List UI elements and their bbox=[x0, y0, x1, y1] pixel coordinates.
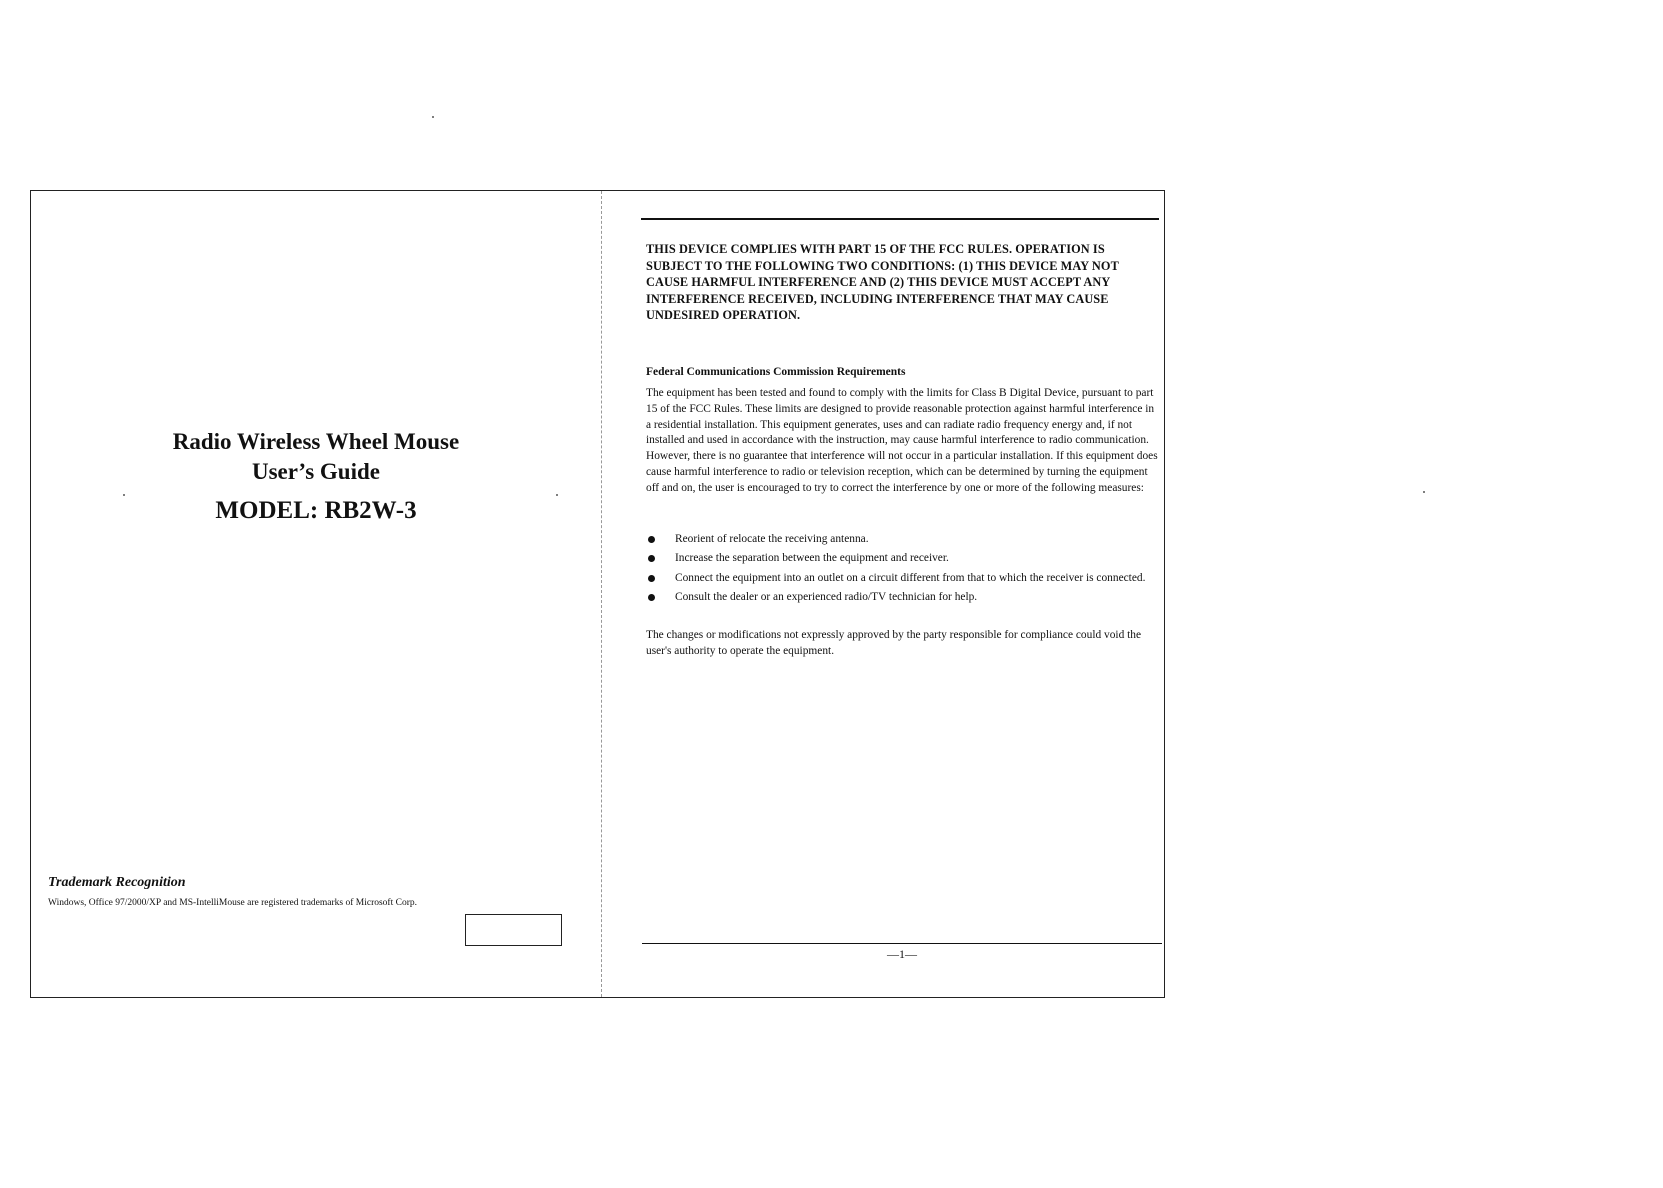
measure-text: Reorient of relocate the receiving antenna. bbox=[675, 533, 869, 545]
label-box bbox=[465, 914, 562, 946]
page-number: —1— bbox=[887, 947, 917, 961]
top-rule bbox=[641, 218, 1159, 220]
measures-list bbox=[646, 532, 1158, 609]
fcc-page bbox=[602, 191, 1164, 997]
bullet-icon bbox=[648, 555, 655, 562]
model-number: MODEL: RB2W-3 bbox=[215, 497, 417, 524]
list-item bbox=[646, 590, 1158, 606]
guide-title: User’s Guide bbox=[252, 459, 380, 484]
fcc-requirements-heading: Federal Communications Commission Requirements bbox=[646, 366, 906, 378]
bottom-rule bbox=[642, 943, 1162, 944]
fcc-compliance-notice: THIS DEVICE COMPLIES WITH PART 15 OF THE FCC RULES. OPERATION IS SUBJECT TO THE FOLLOWING TWO CONDITIONS: (1) THIS DEVICE MAY NOT CAUSE HARMFUL INTERFERENCE AND (2) THIS DEVICE MUST ACCEPT ANY INTERFERENCE RECEIVED, INCLUDING INTERFERENCE THAT MAY CAUSE UNDESIRED OPERATION. bbox=[646, 242, 1119, 323]
document-spread bbox=[30, 190, 1165, 998]
trademark-text: Windows, Office 97/2000/XP and MS-IntelliMouse are registered trademarks of Microsoft Corp. bbox=[48, 898, 417, 908]
scan-speck bbox=[1423, 491, 1425, 493]
measure-text: Connect the equipment into an outlet on a circuit different from that to which the receiver is connected. bbox=[675, 571, 1146, 584]
measure-text: Increase the separation between the equipment and receiver. bbox=[675, 552, 949, 565]
list-item bbox=[646, 571, 1158, 587]
measure-text: Consult the dealer or an experienced radio/TV technician for help. bbox=[675, 590, 978, 603]
product-title: Radio Wireless Wheel Mouse bbox=[172, 429, 460, 454]
list-item bbox=[646, 532, 1158, 548]
fcc-requirements-body: The equipment has been tested and found to comply with the limits for Class B Digital Device, pursuant to part 15 of the FCC Rules. These limits are designed to provide reasonable protection against harmful interference in a residential installation. This equipment generates, uses and can radiate radio frequency energy and, if not installed and used in accordance with the instruction, may cause harmful interference to radio communication. However, there is no guarantee that interference will not occur in a particular installation. If this equipment does cause harmful interference to radio or television reception, which can be determined by turning the equipment off and on, the user is encouraged to try to correct the interference by one or more of the following measures: bbox=[646, 387, 1158, 494]
scan-speck bbox=[432, 116, 434, 118]
bullet-icon bbox=[648, 536, 655, 543]
bullet-icon bbox=[648, 575, 655, 582]
trademark-heading: Trademark Recognition bbox=[48, 875, 186, 890]
list-item bbox=[646, 551, 1158, 567]
bullet-icon bbox=[648, 594, 655, 601]
cover-page bbox=[31, 191, 601, 997]
modifications-warning: The changes or modifications not expressly approved by the party responsible for compliance could void the user's authority to operate the equipment. bbox=[646, 629, 1142, 657]
cover-title-block bbox=[31, 427, 601, 529]
